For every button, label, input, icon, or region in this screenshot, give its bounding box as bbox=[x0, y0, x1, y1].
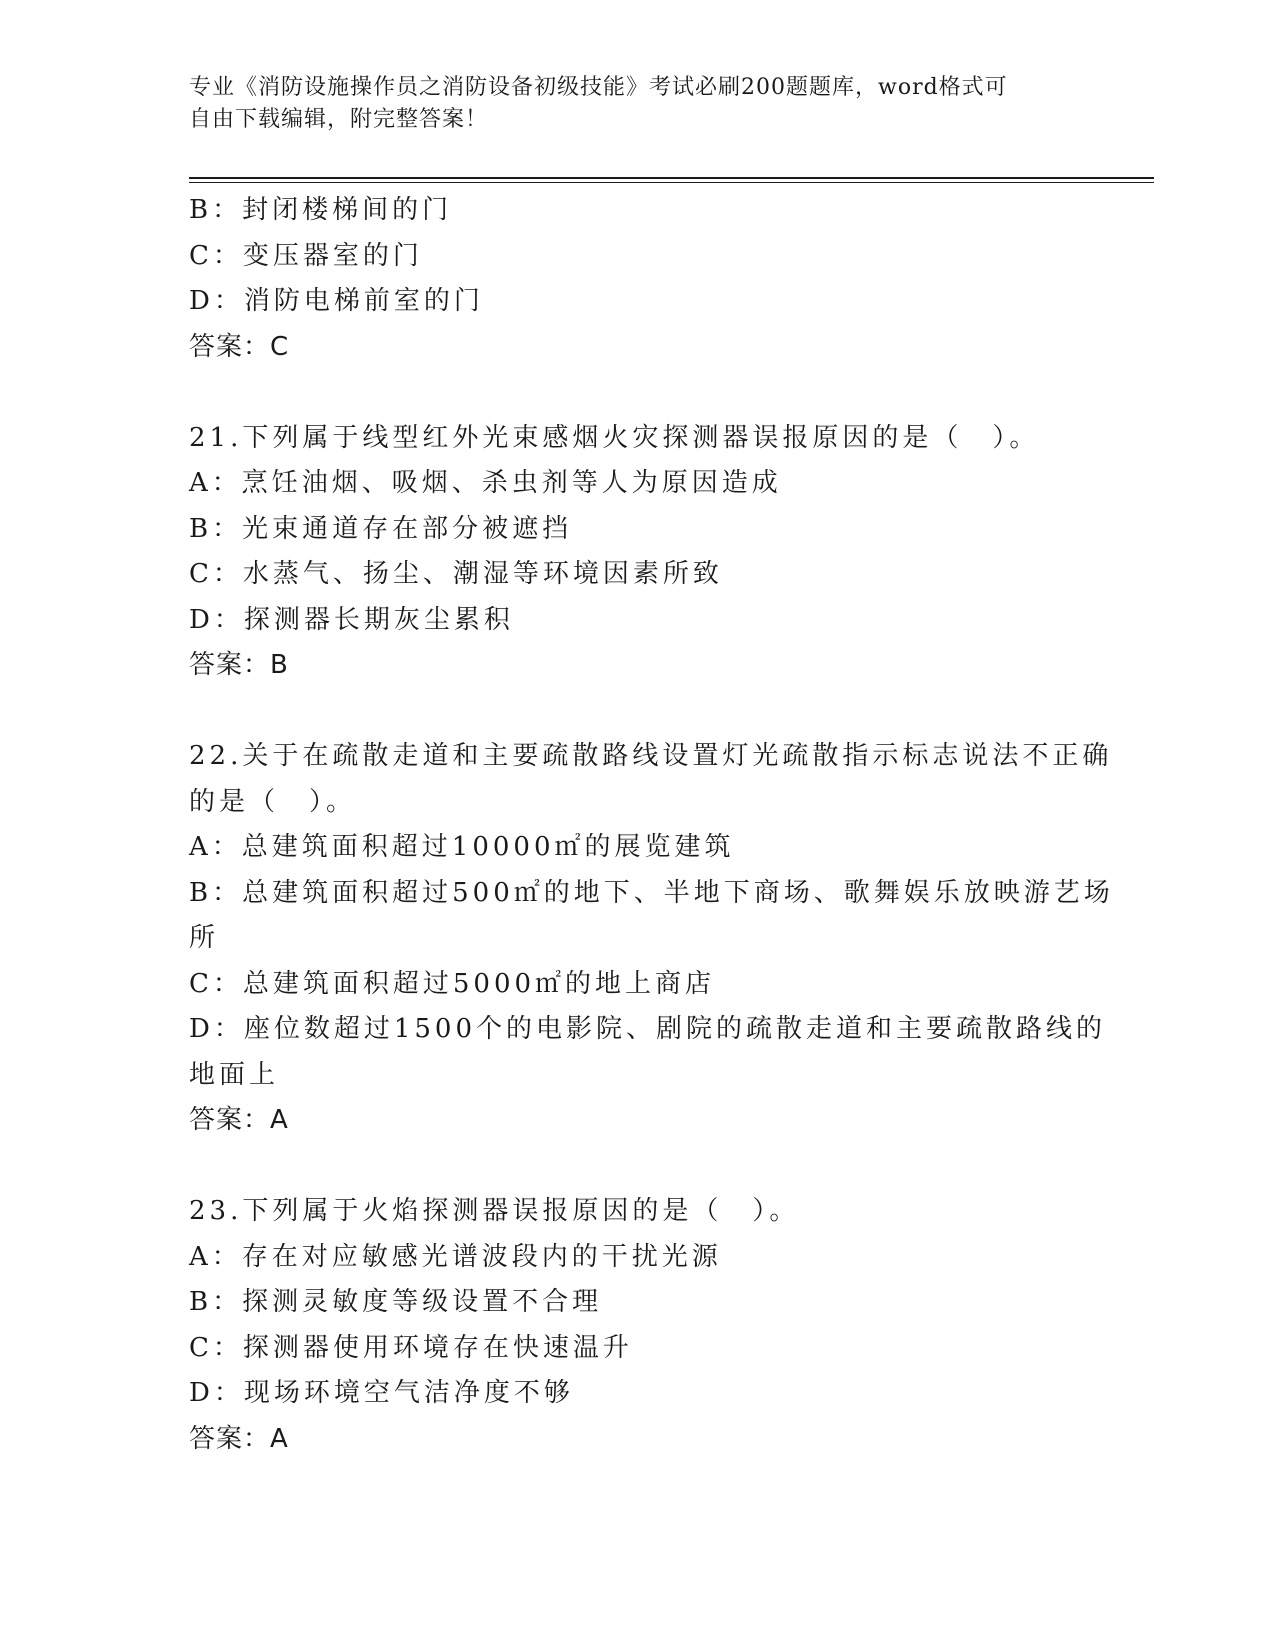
option-d: D：消防电梯前室的门 bbox=[189, 286, 484, 316]
question-stem-line-1: 22.关于在疏散走道和主要疏散路线设置灯光疏散指示标志说法不正确 bbox=[189, 741, 1113, 771]
answer: 答案：B bbox=[189, 650, 289, 680]
option-c: C：变压器室的门 bbox=[189, 240, 423, 271]
question-20-tail bbox=[189, 188, 1089, 370]
option-c: C：水蒸气、扬尘、潮湿等环境因素所致 bbox=[189, 559, 723, 589]
option-b-line-2: 所 bbox=[189, 923, 220, 953]
option-d-line-1: D：座位数超过1500个的电影院、剧院的疏散走道和主要疏散路线的 bbox=[189, 1014, 1107, 1044]
option-b-line-1: B：总建筑面积超过500㎡的地下、半地下商场、歌舞娱乐放映游艺场 bbox=[189, 877, 1114, 908]
answer: 答案：A bbox=[189, 1105, 289, 1135]
option-d-line-2: 地面上 bbox=[189, 1059, 280, 1090]
question-21 bbox=[189, 416, 1089, 689]
question-stem: 21.下列属于线型红外光束感烟火灾探测器误报原因的是（ ）。 bbox=[189, 422, 1040, 453]
answer: 答案：C bbox=[189, 331, 290, 362]
question-stem-line-2: 的是（ ）。 bbox=[189, 786, 357, 817]
question-stem: 23.下列属于火焰探测器误报原因的是（ ）。 bbox=[189, 1196, 800, 1226]
question-22 bbox=[189, 734, 1114, 1144]
header-line-1: 专业《消防设施操作员之消防设备初级技能》考试必刷200题题库，word格式可 bbox=[189, 75, 1008, 100]
document-header bbox=[189, 72, 1089, 136]
spacer bbox=[189, 1144, 1089, 1190]
header-divider-thick bbox=[189, 177, 1154, 179]
option-a: A：烹饪油烟、吸烟、杀虫剂等人为原因造成 bbox=[189, 468, 782, 498]
spacer bbox=[189, 689, 1089, 735]
option-a: A：存在对应敏感光谱波段内的干扰光源 bbox=[189, 1241, 722, 1272]
option-b: B：封闭楼梯间的门 bbox=[189, 195, 453, 225]
option-a: A：总建筑面积超过10000㎡的展览建筑 bbox=[189, 832, 735, 862]
option-d: D：探测器长期灰尘累积 bbox=[189, 604, 514, 635]
spacer bbox=[189, 370, 1089, 416]
option-b: B：探测灵敏度等级设置不合理 bbox=[189, 1287, 603, 1317]
header-line-2: 自由下载编辑，附完整答案！ bbox=[189, 107, 489, 132]
question-list bbox=[189, 188, 1114, 1462]
option-c: C：探测器使用环境存在快速温升 bbox=[189, 1332, 633, 1363]
option-c: C：总建筑面积超过5000㎡的地上商店 bbox=[189, 968, 716, 999]
question-23 bbox=[189, 1189, 1089, 1462]
option-d: D：现场环境空气洁净度不够 bbox=[189, 1378, 574, 1408]
header-divider-thin bbox=[189, 182, 1154, 183]
answer: 答案：A bbox=[189, 1423, 289, 1454]
option-b: B：光束通道存在部分被遮挡 bbox=[189, 513, 573, 544]
